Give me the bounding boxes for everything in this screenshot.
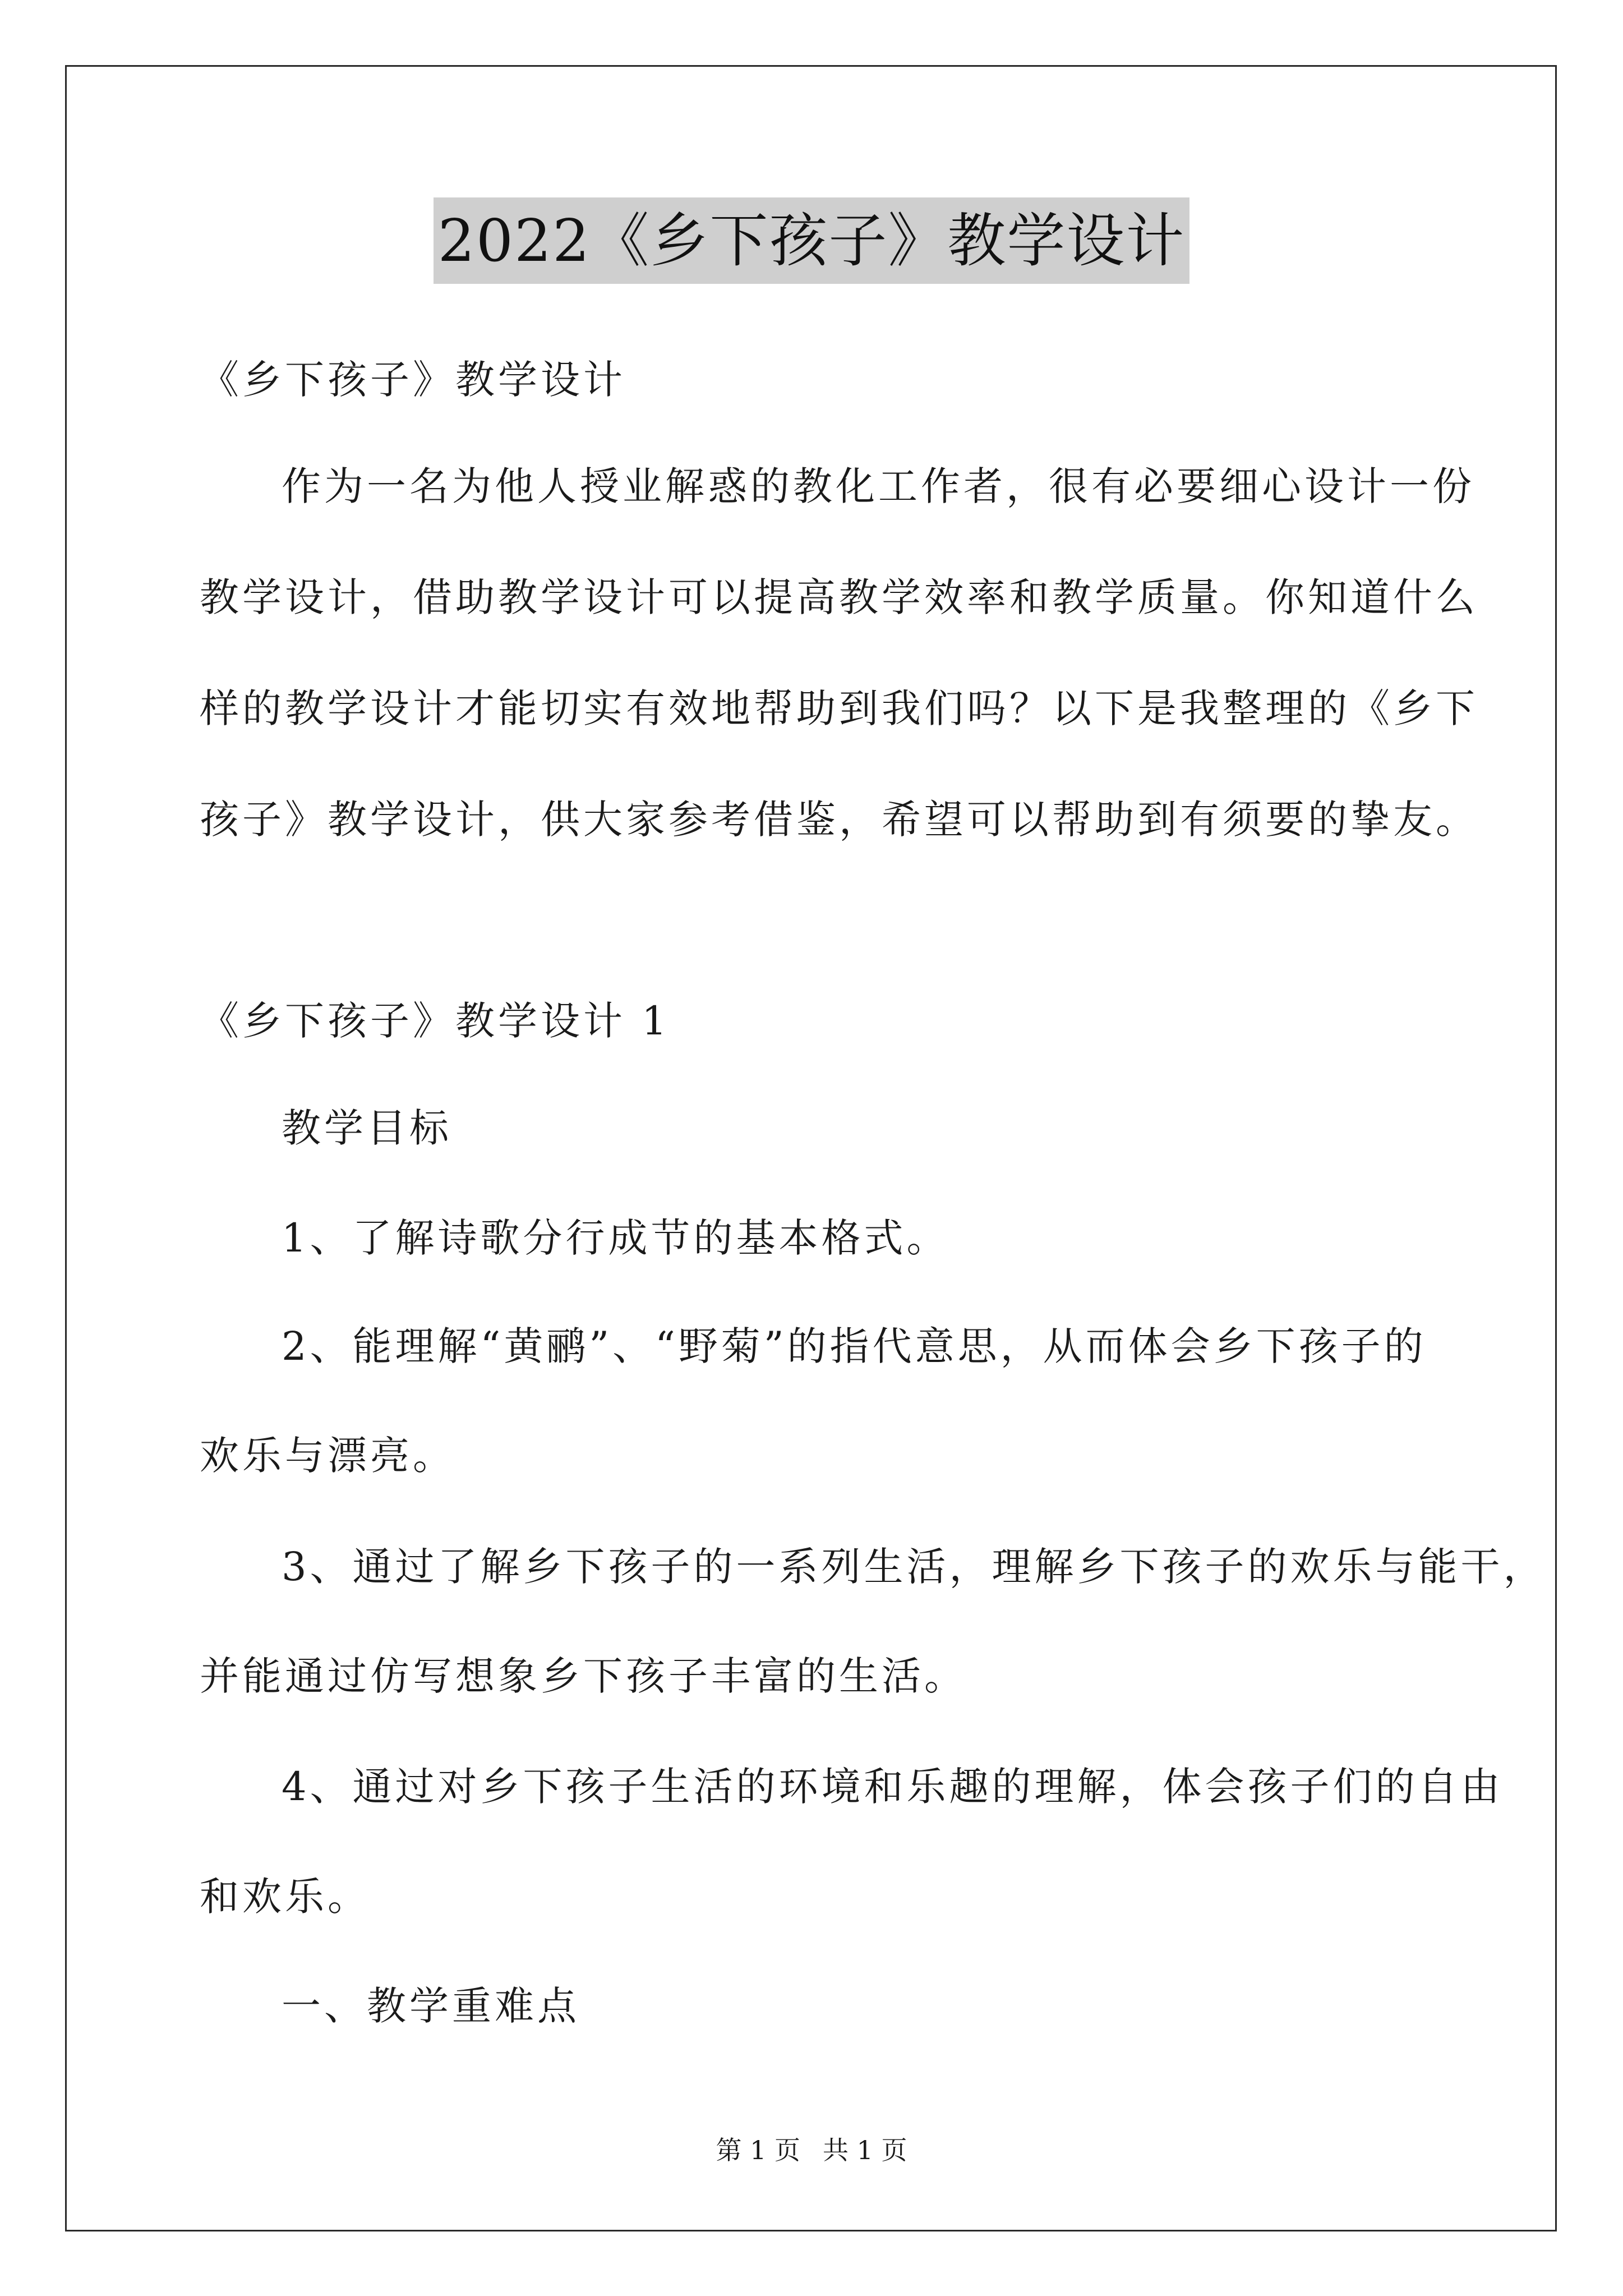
objective-4-line-2: 和欢乐。 bbox=[200, 1874, 370, 1920]
section-heading-1: 《乡下孩子》教学设计 1 bbox=[200, 998, 670, 1044]
intro-line-1: 作为一名为他人授业解惑的教化工作者，很有必要细心设计一份 bbox=[282, 463, 1475, 509]
objective-3-line-1: 3、通过了解乡下孩子的一系列生活，理解乡下孩子的欢乐与能干， bbox=[282, 1544, 1546, 1590]
page-footer bbox=[0, 2134, 1623, 2166]
intro-line-2: 教学设计，借助教学设计可以提高教学效率和教学质量。你知道什么 bbox=[200, 574, 1478, 620]
objective-4-line-1: 4、通过对乡下孩子生活的环境和乐趣的理解，体会孩子们的自由 bbox=[282, 1764, 1504, 1810]
objective-3-line-2: 并能通过仿写想象乡下孩子丰富的生活。 bbox=[200, 1653, 967, 1699]
intro-line-3: 样的教学设计才能切实有效地帮助到我们吗？以下是我整理的《乡下 bbox=[200, 685, 1478, 731]
key-points-heading: 一、教学重难点 bbox=[282, 1983, 580, 2029]
page-total: 共 1 页 bbox=[823, 2135, 907, 2165]
document-title: 2022《乡下孩子》教学设计 bbox=[434, 197, 1190, 284]
objective-1: 1、了解诗歌分行成节的基本格式。 bbox=[282, 1215, 949, 1261]
objectives-heading: 教学目标 bbox=[282, 1105, 452, 1151]
title-container bbox=[0, 197, 1623, 284]
page-number: 第 1 页 bbox=[716, 2135, 800, 2165]
intro-line-4: 孩子》教学设计，供大家参考借鉴，希望可以帮助到有须要的挚友。 bbox=[200, 797, 1478, 843]
objective-2-line-1: 2、能理解“黄鹂”、“野菊”的指代意思，从而体会乡下孩子的 bbox=[282, 1323, 1427, 1369]
subtitle-line: 《乡下孩子》教学设计 bbox=[200, 357, 626, 403]
objective-2-line-2: 欢乐与漂亮。 bbox=[200, 1433, 455, 1479]
